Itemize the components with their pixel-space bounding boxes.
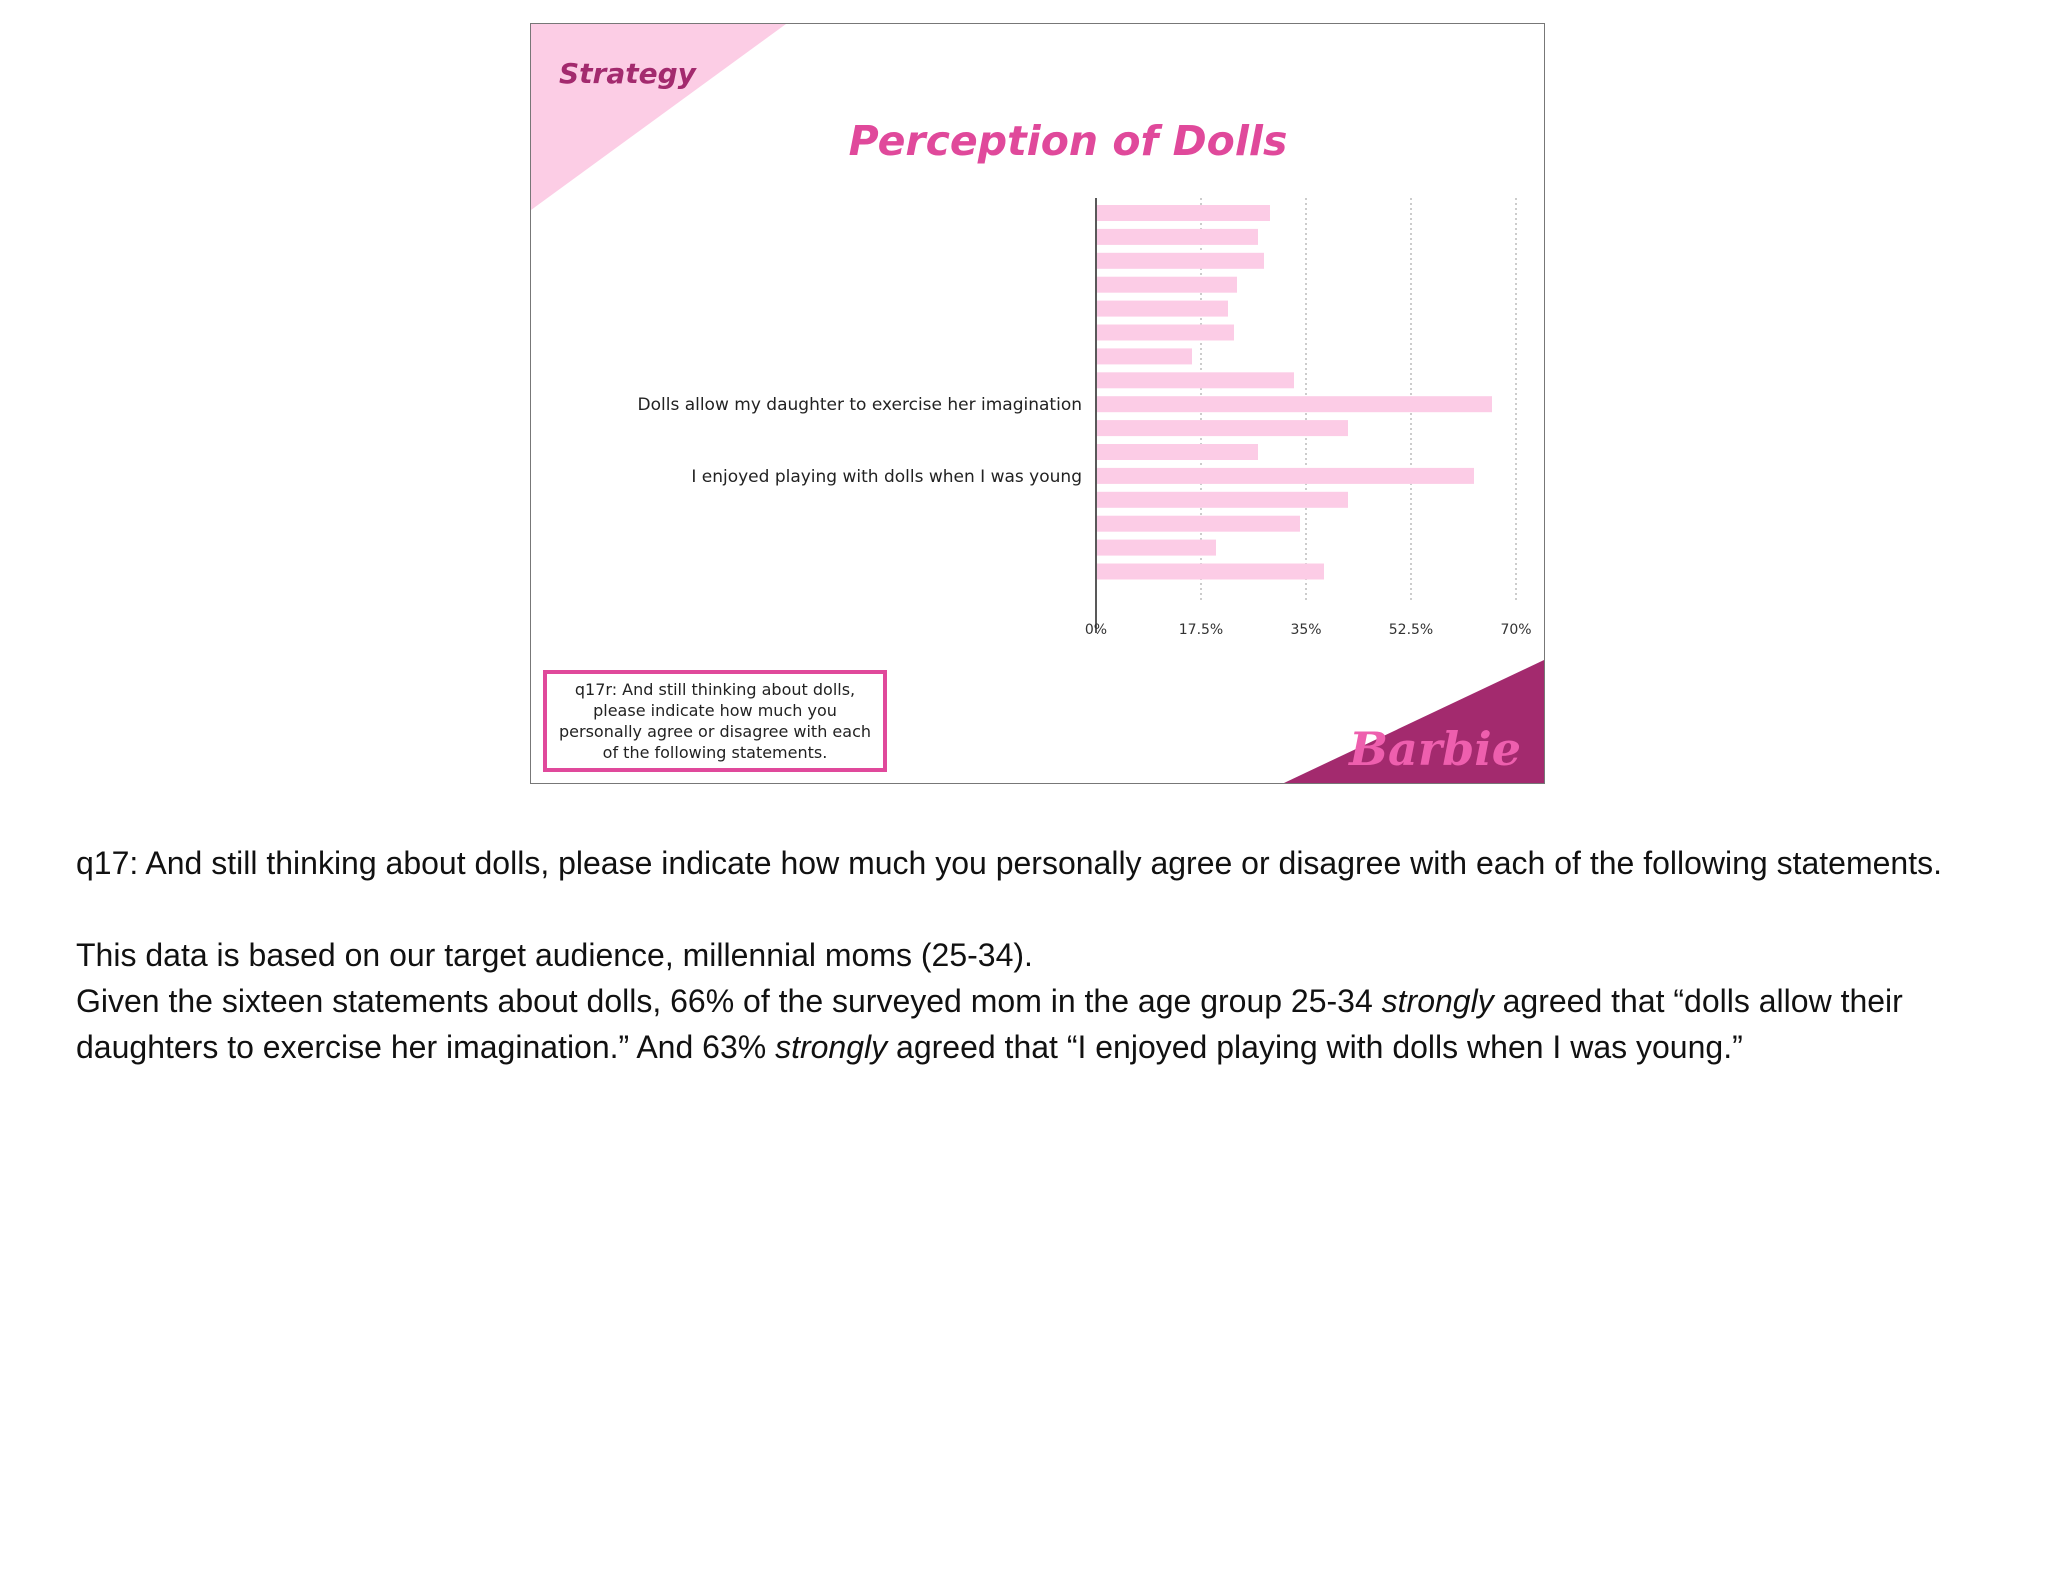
question-box-text: q17r: And still thinking about dolls, please indicate how much you personally agree or disagree with each of the following statements. [558, 680, 872, 762]
tick-label: 52.5% [1388, 622, 1434, 638]
bar [1097, 301, 1228, 317]
notes-audience: This data is based on our target audience, millennial moms (25-34). [76, 937, 1033, 973]
tick-label: 17.5% [1178, 622, 1224, 638]
tick-label: 35% [1290, 622, 1322, 638]
bar-layer [1097, 205, 1492, 580]
bar [1097, 396, 1492, 412]
notes-summary-part-3: agreed that “I enjoyed playing with dolls when I was young.” [887, 1029, 1743, 1065]
bar [1097, 253, 1264, 269]
question-box [543, 670, 887, 772]
bar [1097, 540, 1216, 556]
bar [1097, 516, 1300, 532]
notes-question: q17: And still thinking about dolls, please indicate how much you personally agree or disagree with each of the following statements. [76, 845, 1942, 881]
section-label: Strategy [559, 57, 696, 90]
category-label: I enjoyed playing with dolls when I was young [691, 466, 1082, 487]
bar [1097, 372, 1294, 388]
bar [1097, 205, 1270, 221]
bar [1097, 420, 1348, 436]
bar [1097, 325, 1234, 341]
bar [1097, 564, 1324, 580]
bar [1097, 348, 1192, 364]
tick-layer [1085, 622, 1532, 638]
notes-summary-part-1: Given the sixteen statements about dolls, 66% of the surveyed mom in the age group 25-34 [76, 983, 1382, 1019]
tick-label: 70% [1500, 622, 1532, 638]
bar [1097, 492, 1348, 508]
tick-label: 0% [1084, 622, 1108, 638]
bar [1097, 468, 1474, 484]
bar [1097, 277, 1237, 293]
chart-title: Perception of Dolls [848, 117, 1288, 165]
slide [530, 23, 1545, 784]
barbie-logo: Barbie [1349, 722, 1521, 776]
corner-triangle-top [531, 24, 786, 210]
category-label: Dolls allow my daughter to exercise her imagination [637, 395, 1082, 416]
notes-summary-part-2: agreed that “dolls allow their daughters to exercise her imagination.” And 63% [76, 983, 1903, 1065]
speaker-notes [76, 840, 1976, 1070]
notes-summary [76, 978, 1976, 1070]
notes-summary-emphasis-1: strongly [1381, 983, 1494, 1019]
notes-summary-emphasis-2: strongly [775, 1029, 888, 1065]
label-layer [638, 395, 1083, 487]
bar [1097, 444, 1258, 460]
bar [1097, 229, 1258, 245]
